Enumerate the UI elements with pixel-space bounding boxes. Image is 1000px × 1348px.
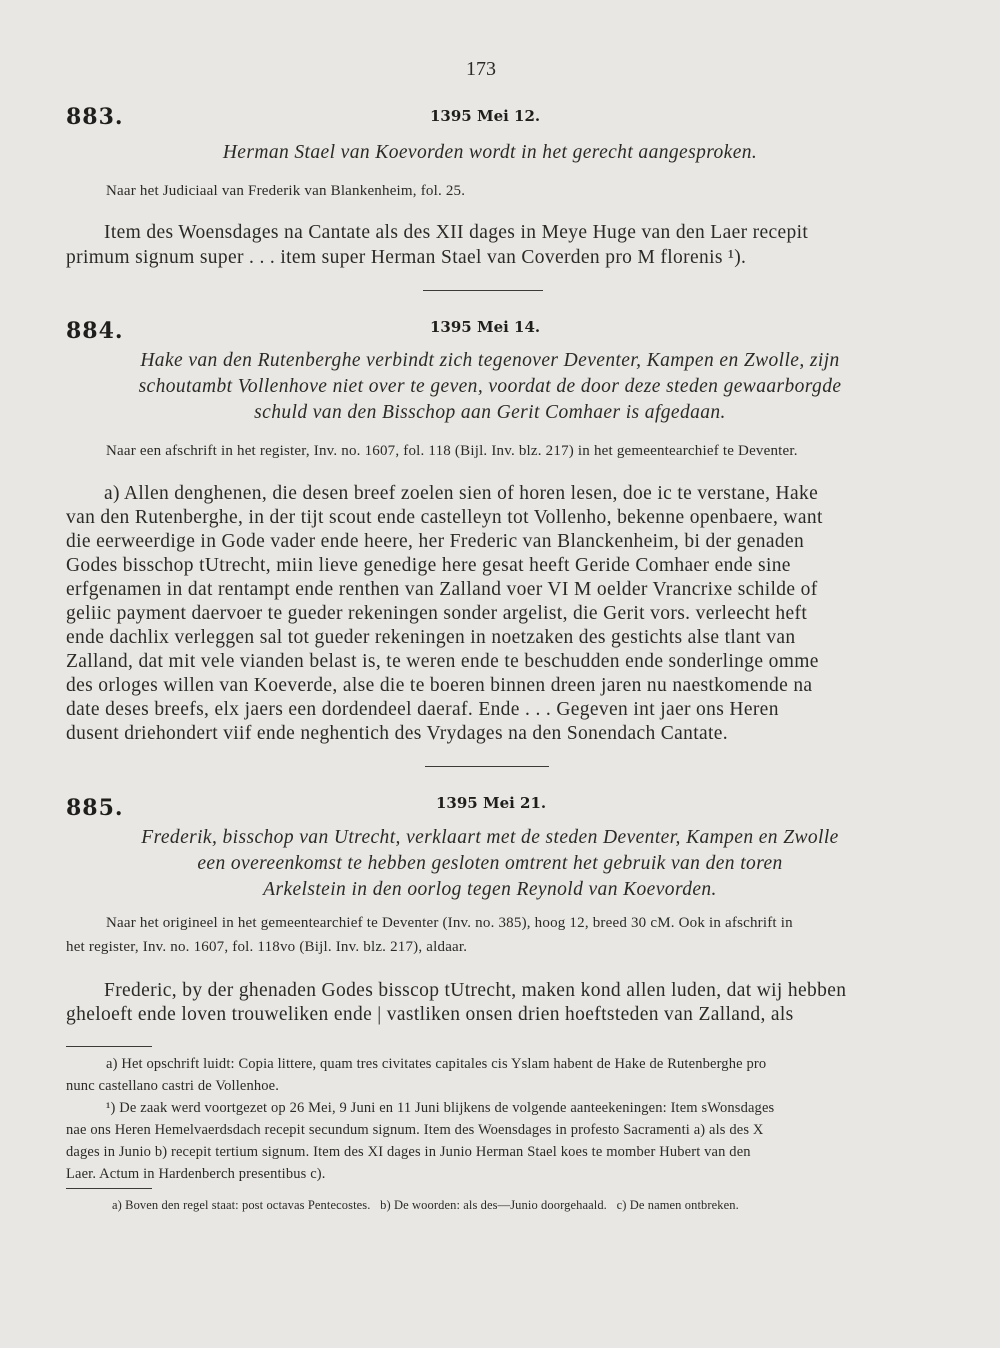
- entry-884-text-line: date deses breefs, elx jaers een dordendeel daeraf. Ende . . . Gegeven int jaer ons Heren: [66, 699, 779, 720]
- entry-885-number: 885.: [66, 795, 124, 821]
- entry-883-number: 883.: [66, 104, 124, 130]
- entry-884-title-line: schuld van den Bisschop aan Gerit Comhaer is afgedaan.: [254, 402, 726, 423]
- subnotes-line: a) Boven den regel staat: post octavas Pentecostes. b) De woorden: als des—Junio doorgehaald. c) De namen ontbreken.: [112, 1198, 739, 1212]
- entry-883-date: 1395 Mei 12.: [430, 107, 541, 125]
- footnote-line: Laer. Actum in Hardenberch presentibus c).: [66, 1166, 326, 1182]
- entry-884-text-line: erfgenamen in dat rentampt ende renthen van Zalland voer VI M oelder Vrancrixe schilde of: [66, 579, 818, 600]
- section-divider: [425, 766, 549, 767]
- footnote-line: ¹) De zaak werd voortgezet op 26 Mei, 9 Juni en 11 Juni blijkens de volgende aanteekeningen: Item sWonsdages: [106, 1100, 775, 1116]
- entry-883-text-line: Item des Woensdages na Cantate als des XII dages in Meye Huge van den Laer recepit: [104, 222, 809, 243]
- entry-884-text-line: ende dachlix verleggen sal tot gueder rekeningen in noetzaken des gestichts alse tlant van: [66, 627, 796, 648]
- footnote-rule: [66, 1046, 152, 1047]
- entry-883-text-line: primum signum super . . . item super Herman Stael van Coverden pro M florenis ¹).: [66, 247, 747, 268]
- entry-884-number: 884.: [66, 318, 124, 344]
- entry-885-title-line: Frederik, bisschop van Utrecht, verklaart met de steden Deventer, Kampen en Zwolle: [141, 827, 839, 848]
- entry-883-source: Naar het Judiciaal van Frederik van Blankenheim, fol. 25.: [106, 183, 466, 199]
- entry-884-text-line: die eerweerdige in Gode vader ende heere, her Frederic van Blanckenheim, bi der genaden: [66, 531, 805, 552]
- entry-884-text-line: Zalland, dat mit vele vianden belast is, te weren ende te beschudden ende sonderlinge omme: [66, 651, 819, 672]
- entry-884-text-line: geliic payment daervoer te gueder rekeningen sonder argelist, die Gerit vors. verleecht heft: [66, 603, 808, 624]
- entry-884-text-line: des orloges willen van Koeverde, alse die te boeren binnen dreen jaren nu naestkomende na: [66, 675, 813, 696]
- footnote-line: nunc castellano castri de Vollenhoe.: [66, 1078, 280, 1094]
- entry-883-title: Herman Stael van Koevorden wordt in het gerecht aangesproken.: [222, 142, 758, 163]
- entry-884-source: Naar een afschrift in het register, Inv. no. 1607, fol. 118 (Bijl. Inv. blz. 217) in het gemeentearchief te Deventer.: [106, 443, 798, 459]
- entry-884-text-line: dusent driehondert viif ende neghentich des Vrydages na den Sonendach Cantate.: [66, 723, 729, 744]
- entry-884-text-line: van den Rutenberghe, in der tijt scout ende castelleyn tot Vollenho, bekenne openbaere, want: [66, 507, 823, 528]
- entry-885-text-line: gheloeft ende loven trouweliken ende | vastliken onsen drien hoeftsteden van Zalland, als: [66, 1004, 794, 1025]
- entry-884-text-line: Godes bisschop tUtrecht, miin lieve genedige here gesat heeft Geride Comhaer ende sine: [66, 555, 791, 576]
- footnote-line: dages in Junio b) recepit tertium signum. Item des XI dages in Junio Herman Stael koes te momber Hubert van den: [66, 1144, 751, 1160]
- entry-884-title-line: schoutambt Vollenhove niet over te geven, voordat de door deze steden gewaarborgde: [138, 376, 842, 397]
- entry-884-title-line: Hake van den Rutenberghe verbindt zich tegenover Deventer, Kampen en Zwolle, zijn: [140, 350, 840, 371]
- section-divider: [423, 290, 543, 291]
- footnote-line: a) Het opschrift luidt: Copia littere, quam tres civitates capitales cis Yslam habent de Hake de Rutenberghe pro: [106, 1056, 767, 1072]
- entry-884-date: 1395 Mei 14.: [430, 318, 541, 336]
- entry-885-text-line: Frederic, by der ghenaden Godes bisscop tUtrecht, maken kond allen luden, dat wij hebben: [104, 980, 847, 1001]
- entry-884-text-line: a) Allen denghenen, die desen breef zoelen sien of horen lesen, doe ic te verstane, Hake: [104, 483, 819, 504]
- entry-885-source-line: Naar het origineel in het gemeentearchief te Deventer (Inv. no. 385), hoog 12, breed 30 cM. Ook in afschrift in: [106, 915, 793, 931]
- entry-885-title-line: een overeenkomst te hebben gesloten omtrent het gebruik van den toren: [197, 853, 783, 874]
- page-number: 173: [466, 58, 496, 80]
- entry-885-date: 1395 Mei 21.: [436, 794, 547, 812]
- entry-885-source-line: het register, Inv. no. 1607, fol. 118vo (Bijl. Inv. blz. 217), aldaar.: [66, 939, 468, 955]
- entry-885-title-line: Arkelstein in den oorlog tegen Reynold van Koevorden.: [263, 879, 717, 900]
- subnote-rule: [66, 1188, 152, 1189]
- footnote-line: nae ons Heren Hemelvaerdsdach recepit secundum signum. Item des Woensdages in profesto Sacramenti a) als des X: [66, 1122, 764, 1138]
